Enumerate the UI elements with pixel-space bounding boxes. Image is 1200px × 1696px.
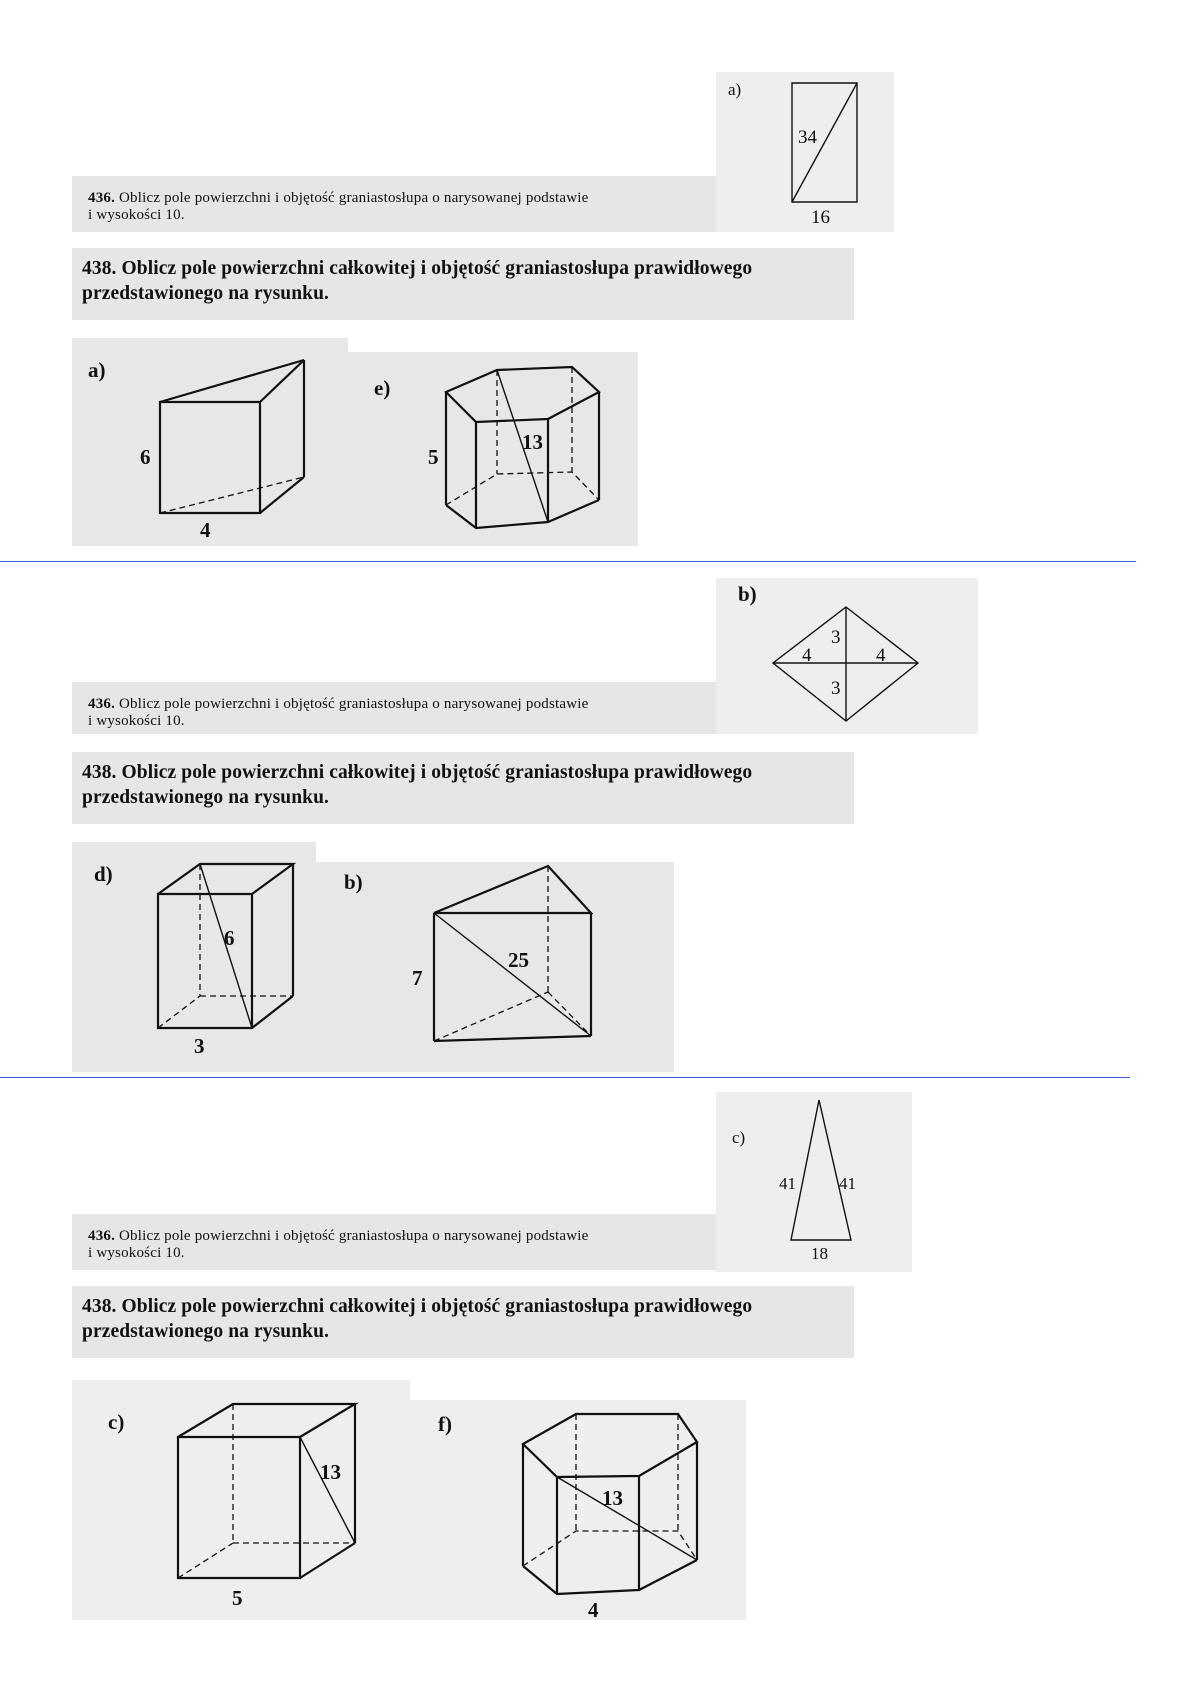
- edge-label: 4: [200, 518, 211, 542]
- task-number: 436.: [88, 1228, 116, 1244]
- task-text: Oblicz pole powierzchni i objętość graniastosłupa o narysowanej podstawie: [119, 190, 589, 206]
- task-number: 438.: [82, 762, 117, 783]
- height-label: 5: [428, 445, 439, 469]
- side-label-left: 41: [779, 1174, 796, 1193]
- edge-label: 5: [232, 1586, 243, 1610]
- base-label: 18: [811, 1244, 828, 1263]
- diagonal-half-label: 3: [831, 678, 841, 699]
- diagonal-label: 13: [522, 430, 543, 454]
- diagonal-label: 13: [602, 1486, 623, 1510]
- task-text: Oblicz pole powierzchni całkowitej i objętość graniastosłupa prawidłowego: [121, 258, 753, 279]
- diagonal-label: 6: [224, 926, 235, 950]
- diagonal-half-label: 4: [876, 645, 886, 666]
- task-number: 438.: [82, 258, 117, 279]
- task-text: Oblicz pole powierzchni i objętość graniastosłupa o narysowanej podstawie: [119, 696, 589, 712]
- task-text-line2: i wysokości 10.: [88, 1245, 185, 1261]
- task-text: Oblicz pole powierzchni całkowitej i objętość graniastosłupa prawidłowego: [121, 1296, 753, 1317]
- diagonal-label: 34: [798, 127, 817, 148]
- task-number: 438.: [82, 1296, 117, 1317]
- prism-e-label: e): [374, 376, 391, 400]
- base-figure-c-label: c): [732, 1128, 746, 1147]
- task-number: 436.: [88, 696, 116, 712]
- diagonal-half-label: 3: [831, 627, 841, 648]
- task-text-line2: i wysokości 10.: [88, 207, 185, 223]
- edge-label: 3: [194, 1034, 205, 1058]
- edge-label: 4: [588, 1598, 599, 1622]
- base-figure-a-label: a): [728, 80, 742, 99]
- prism-d-label: d): [94, 862, 113, 886]
- task-text: Oblicz pole powierzchni i objętość graniastosłupa o narysowanej podstawie: [119, 1228, 589, 1244]
- prism-a-label: a): [88, 358, 106, 382]
- diagonal-label: 25: [508, 948, 529, 972]
- prism-c-label: c): [108, 1410, 125, 1434]
- base-figure-b-label: b): [738, 582, 757, 606]
- height-label: 7: [412, 966, 423, 990]
- prism-f-label: f): [438, 1412, 452, 1436]
- task-text: Oblicz pole powierzchni całkowitej i objętość graniastosłupa prawidłowego: [121, 762, 753, 783]
- diagonal-half-label: 4: [802, 645, 812, 666]
- prism-b-label: b): [344, 870, 363, 894]
- task-number: 436.: [88, 190, 116, 206]
- side-label: 16: [811, 207, 830, 228]
- height-label: 6: [140, 445, 151, 469]
- task-text-line2: przedstawionego na rysunku.: [82, 787, 330, 808]
- side-label-right: 41: [839, 1174, 856, 1193]
- task-text-line2: i wysokości 10.: [88, 713, 185, 729]
- diagonal-label: 13: [320, 1460, 341, 1484]
- task-text-line2: przedstawionego na rysunku.: [82, 1321, 330, 1342]
- task-text-line2: przedstawionego na rysunku.: [82, 283, 330, 304]
